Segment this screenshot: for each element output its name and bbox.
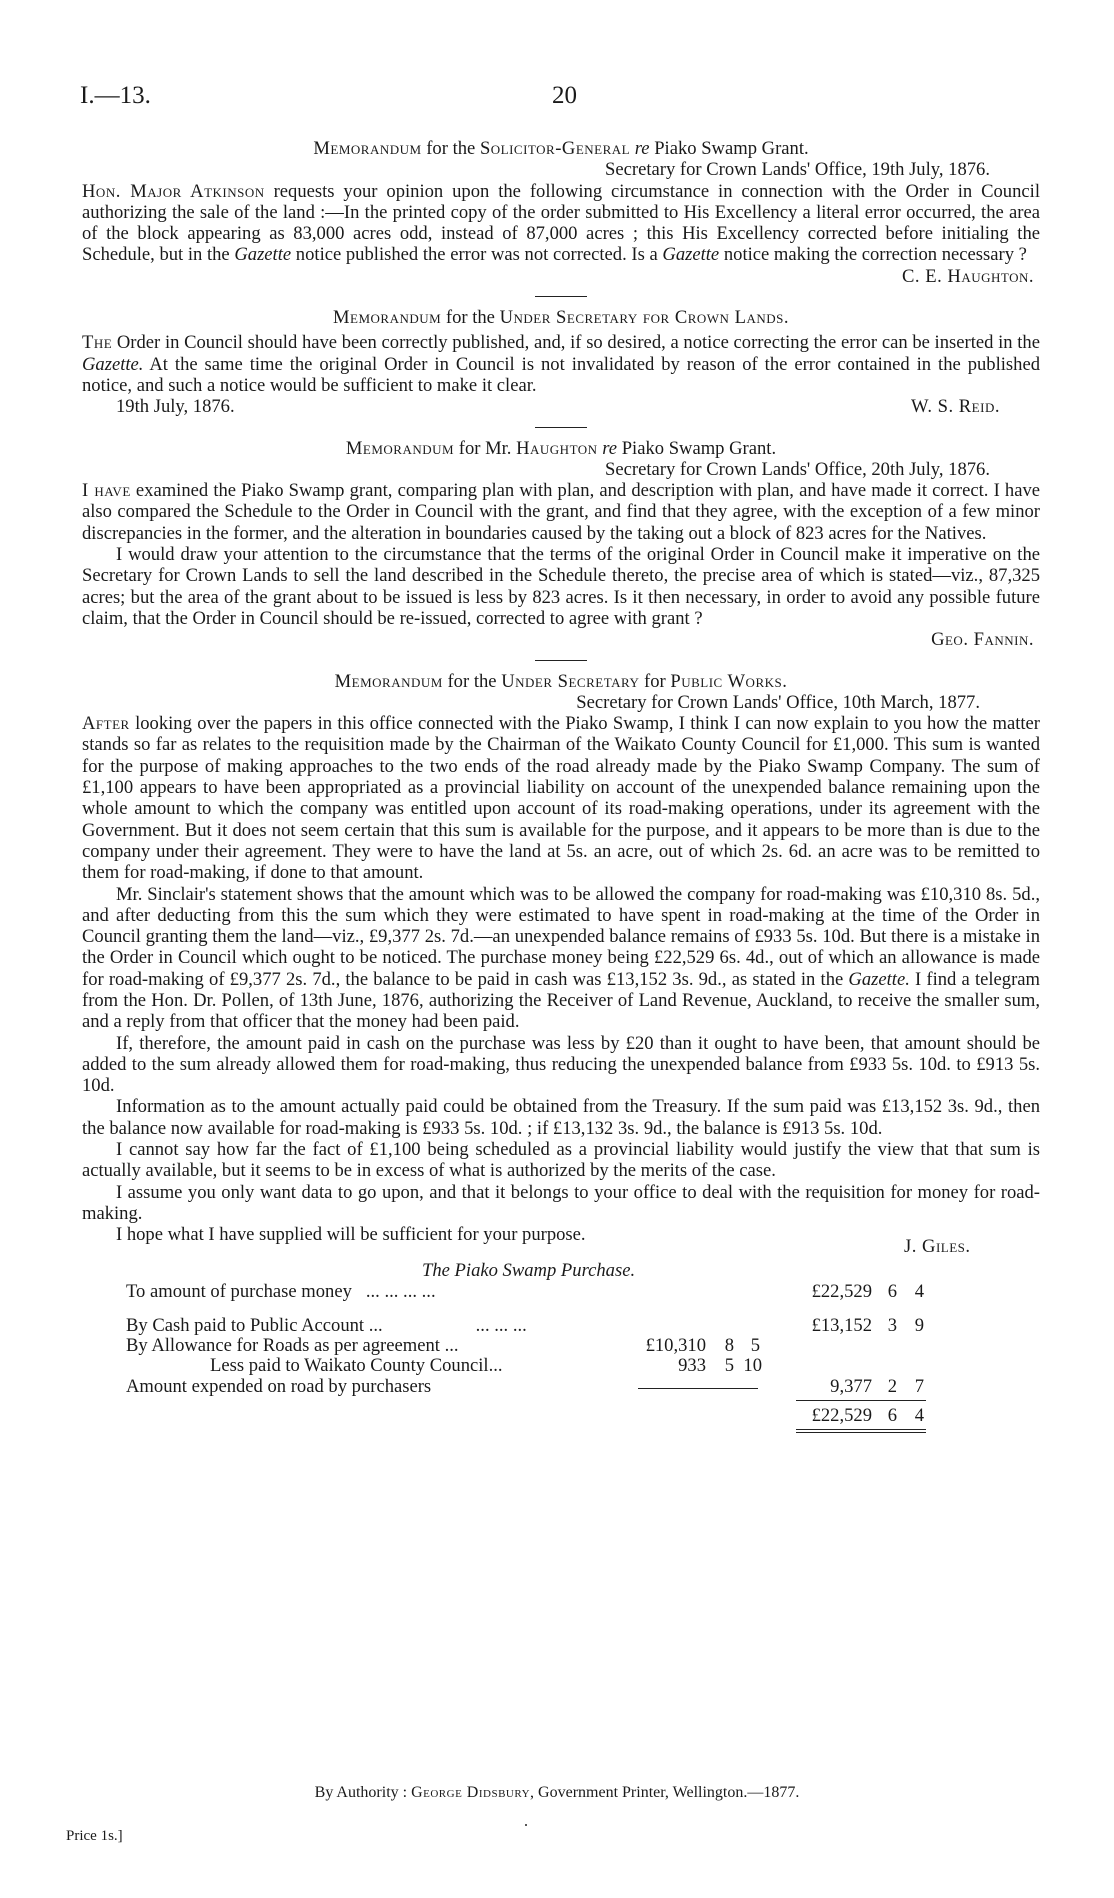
ledger-total-shillings: 6 (887, 1404, 897, 1426)
memo3-heading-addressee: Haughton (516, 437, 598, 459)
price-note: Price 1s.] (66, 1828, 123, 1844)
memo2-signoff (82, 396, 1040, 417)
ledger-row4-shillings: 5 (724, 1354, 734, 1376)
memo1-body (82, 181, 1040, 266)
memo3-heading-re: re (602, 437, 618, 459)
ledger-total-pounds: £22,529 (811, 1404, 872, 1426)
memo4-paragraph-7: I hope what I have supplied will be sufficient for your purpose. (116, 1224, 586, 1246)
memo3-text-1: examined the Piako Swamp grant, comparing plan with plan, and description with plan, and have made it correct. I have also compared the Schedule to the Order in Council with the grant, and find that they agree, with the exception of a few minor discrepancies in the former, and the alteration in boundaries caused by the taking out a block of 823 acres for the Natives. (82, 480, 1040, 544)
memo2-text-1: Order in Council should have been correctly published, and, if so desired, a notice correcting the error can be inserted in the (112, 332, 1040, 354)
memo1-heading-subject: Piako Swamp Grant. (654, 138, 809, 159)
ledger-total-pence: 4 (914, 1404, 924, 1426)
ledger-row3-pence: 5 (750, 1334, 760, 1356)
ledger-row1-label: To amount of purchase money (126, 1280, 352, 1302)
ledger-row4-pence: 10 (743, 1354, 762, 1376)
memo4-paragraph-5: I cannot say how far the fact of £1,100 being scheduled as a provincial liability would justify the view that that sum is actually available, but it seems to be in excess of what is authorized by the merits of the case. (82, 1139, 1040, 1182)
memo1-text-3: notice making the correction necessary ? (719, 244, 1027, 266)
memo1-text-2: notice published the error was not corrected. Is a (291, 244, 663, 266)
memo4-paragraph-2 (82, 884, 1040, 1033)
memo1-heading-re: re (634, 138, 650, 159)
ledger-row-purchase-money (126, 1281, 436, 1302)
memo4-gazette-1: Gazette. (848, 968, 910, 990)
section-divider (535, 427, 587, 428)
section-divider (535, 660, 587, 661)
memo4-paragraph-6: I assume you only want data to go upon, and that it belongs to your office to deal with the requisition for money for road-making. (82, 1181, 1040, 1224)
memo4-paragraph-3: If, therefore, the amount paid in cash on the purchase was less by £20 than it ought to have been, that amount should be added to the sum already allowed them for road-making, thus reducing the unexpended balance from £933 5s. 10d. to £913 5s. 10d. (82, 1032, 1040, 1097)
memo3-paragraph-2: I would draw your attention to the circumstance that the terms of the original Order in Council make it imperative on the Secretary for Crown Lands to sell the land described in the Schedule thereto, the precise area of which is stated—viz., 87,325 acres; but the area of the grant about to be issued is less by 823 acres. Is it then necessary, in order to avoid any possible future claim, that the Order in Council should be re-issued, corrected to agree with grant ? (82, 544, 1040, 629)
ledger-title (422, 1260, 635, 1281)
imprint-printer: George Didsbury (411, 1784, 531, 1801)
ledger-row3-pounds: £10,310 (645, 1334, 706, 1356)
memo3-heading-prefix: Memorandum (345, 437, 455, 459)
ledger-row1-pence: 4 (914, 1280, 924, 1302)
memo1-signature: C. E. Haughton. (902, 265, 1034, 287)
ledger-row4-pounds: 933 (678, 1354, 706, 1376)
ledger-row3-shillings: 8 (724, 1334, 734, 1356)
memo4-heading-addressee: Under Secretary (501, 670, 640, 692)
memo1-text-1: requests your opinion upon the following circumstance in connection with the Order in Council authorizing the sale of the land :—In the printed copy of the order submitted to His Excellency a literal error occurred, the area of the block appearing as 83,000 acres odd, instead of 87,000 acres ; this His Excellency corrected before initialing the Schedule, but in the (82, 180, 1040, 266)
imprint-text-1: By Authority : (314, 1784, 412, 1801)
ledger-total-double-rule-2 (796, 1432, 926, 1433)
ledger-row2-shillings: 3 (887, 1314, 897, 1336)
memo2-signature: W. S. Reid. (911, 396, 1000, 418)
ledger-row2-dots: ... ... ... (475, 1314, 527, 1336)
memo3-heading-subject: Piako Swamp Grant. (621, 437, 777, 459)
memo4-signature: J. Giles. (904, 1235, 971, 1257)
page-body (82, 138, 1040, 1478)
memo4-heading-addressee2: Public Works. (670, 670, 788, 692)
ledger-row4-label: Less paid to Waikato County Council... (210, 1354, 503, 1376)
ledger-row5-label: Amount expended on road by purchasers (126, 1375, 432, 1397)
memo2-gazette-1: Gazette. (82, 353, 144, 375)
memo2-text-2: At the same time the original Order in Council is not invalidated by reason of the error contained in the published notice, and such a notice would be sufficient to make it clear. (82, 353, 1040, 396)
memo1-gazette-1: Gazette (234, 244, 292, 266)
ledger-title-text: The Piako Swamp Purchase. (422, 1259, 636, 1281)
memo3-heading (82, 438, 1040, 459)
memo4-text-1: looking over the papers in this office connected with the Piako Swamp, I think I can now explain to you how the matter stands so far as relates to the requisition made by the Chairman of the Waikato County Council for £1,000. This sum is wanted for the purpose of making approaches to the two ends of the road already made by the Piako Swamp Company. The sum of £1,100 appears to have been appropriated as a provincial liability on account of the unexpended balance remaining upon the whole amount to which the company was entitled upon account of its road-making operations, under its agreement with the Government. But it does not seem certain that this sum is available for the purpose, and it appears to be more than is due to the company under their agreement. They were to have the land at 5s. an acre, out of which 2s. 6d. an acre was to be remitted to them for road-making, if done to that amount. (82, 713, 1040, 884)
memo2-heading-for: for the (445, 307, 495, 329)
memo2-lead: The (82, 332, 113, 354)
memo1-heading-for: for the (426, 138, 476, 159)
section-divider (535, 296, 587, 297)
memo2-heading-prefix: Memorandum (333, 307, 442, 329)
memo4-body (82, 713, 1040, 883)
memo4-heading-for2: for (644, 670, 666, 692)
ledger-row1-dots: ... ... ... ... (365, 1280, 436, 1302)
memo1-gazette-2: Gazette (662, 244, 720, 266)
ledger-row2-label: By Cash paid to Public Account ... (126, 1314, 383, 1336)
memo4-lead: After (82, 713, 130, 735)
ledger-subtotal-rule (638, 1388, 758, 1389)
memo2-heading-addressee: Under Secretary for Crown Lands. (499, 307, 789, 329)
memo1-dateline: Secretary for Crown Lands' Office, 19th July, 1876. (605, 159, 990, 181)
document-code: I.—13. (80, 82, 151, 109)
ledger-total-rule (796, 1400, 926, 1401)
memo2-date: 19th July, 1876. (116, 396, 235, 418)
ledger-row2-pence: 9 (914, 1314, 924, 1336)
memo4-text-2a: Mr. Sinclair's statement shows that the amount which was to be allowed the company for road-making was £10,310 8s. 5d., and after deducting from this the sum which they were estimated to have spent in road-making at the time of the Order in Council granting them the land—viz., £9,377 2s. 7d.—an unexpended balance remains of £933 5s. 10d. But there is a mistake in the Order in Council which ought to be noticed. The purchase money being £22,529 6s. 4d., out of which an allowance is made for road-making of £9,377 2s. 7d., the balance to be paid in cash was £13,152 3s. 9d., as stated in the (82, 883, 1040, 990)
imprint-text-2: , Government Printer, Wellington.—1877. (530, 1784, 800, 1801)
memo4-heading-for: for the (447, 670, 497, 692)
memo4-heading-prefix: Memorandum (334, 670, 443, 692)
memo2-heading (82, 307, 1040, 328)
page-number: 20 (552, 82, 577, 109)
memo4-heading (82, 671, 1040, 692)
memo4-paragraph-4: Information as to the amount actually paid could be obtained from the Treasury. If the sum paid was £13,152 3s. 9d., then the balance now available for road-making is £933 5s. 10d. ; if £13,132 3s. 9d., the balance is £913 5s. 10d. (82, 1096, 1040, 1139)
memo3-signature: Geo. Fannin. (931, 629, 1034, 651)
memo3-body (82, 480, 1040, 544)
memo1-heading (82, 138, 1040, 159)
ledger-row5-pounds: 9,377 (830, 1375, 872, 1397)
memo2-body (82, 332, 1040, 396)
ledger-row-cash-paid (126, 1315, 527, 1336)
ledger-row5-shillings: 2 (887, 1375, 897, 1397)
ledger-row1-pounds: £22,529 (811, 1280, 872, 1302)
ledger-row1-shillings: 6 (887, 1280, 897, 1302)
memo3-heading-for: for Mr. (458, 437, 512, 459)
print-mark (525, 1824, 527, 1826)
memo4-text-2b: I find a telegram from the Hon. Dr. Pollen, of 13th June, 1876, authorizing the Receiver of Land Revenue, Auckland, to receive the smaller sum, and a reply from that officer that the money had been paid. (82, 968, 1040, 1033)
memo1-heading-prefix: Memorandum (313, 138, 422, 159)
memo3-lead: I have (82, 480, 131, 502)
ledger-row5-pence: 7 (914, 1375, 924, 1397)
ledger-row2-pounds: £13,152 (811, 1314, 872, 1336)
memo3-dateline: Secretary for Crown Lands' Office, 20th July, 1876. (605, 458, 990, 480)
ledger-row3-label: By Allowance for Roads as per agreement ... (126, 1334, 459, 1356)
printer-imprint (0, 1784, 1114, 1802)
memo1-heading-addressee: Solicitor-General (479, 138, 631, 159)
ledger-total-double-rule-1 (796, 1429, 926, 1430)
memo1-lead: Hon. Major Atkinson (82, 180, 265, 202)
memo4-dateline: Secretary for Crown Lands' Office, 10th March, 1877. (576, 691, 980, 713)
